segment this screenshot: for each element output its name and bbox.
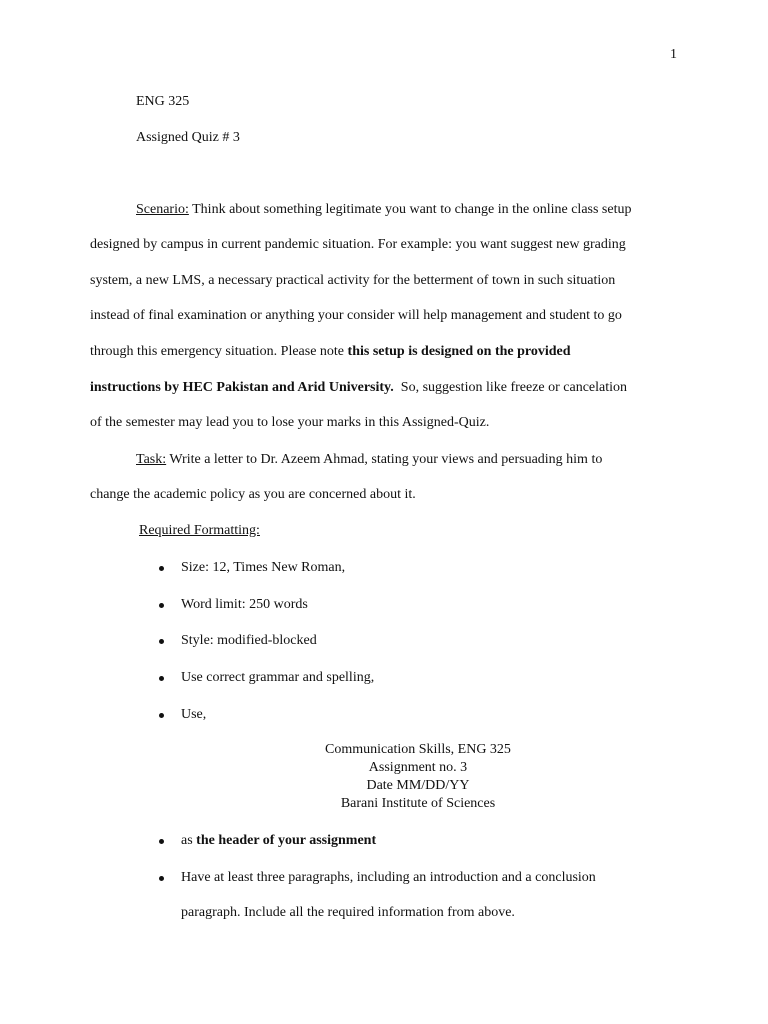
- task-label: Task:: [136, 452, 167, 467]
- formatting-item-size: Size: 12, Times New Roman,: [181, 560, 346, 575]
- bullet-icon: [159, 566, 164, 571]
- formatting-item-use: Use,: [181, 707, 207, 722]
- scenario-line-3: system, a new LMS, a necessary practical activity for the betterment of town in such situation: [90, 273, 616, 288]
- bullet-icon: [159, 639, 164, 644]
- bullet-icon: [159, 713, 164, 718]
- header-block-line-4: Barani Institute of Sciences: [340, 796, 496, 811]
- required-formatting-heading: Required Formatting:: [139, 523, 260, 538]
- formatting-item-grammar: Use correct grammar and spelling,: [181, 670, 375, 685]
- formatting-item-style: Style: modified-blocked: [181, 633, 317, 648]
- scenario-label: Scenario:: [136, 202, 189, 217]
- quiz-title: Assigned Quiz # 3: [136, 130, 240, 145]
- formatting-item-header: as the header of your assignment: [181, 833, 377, 848]
- task-line-2: change the academic policy as you are concerned about it.: [90, 487, 416, 502]
- formatting-item-paragraphs-line-2: paragraph. Include all the required information from above.: [181, 905, 515, 920]
- scenario-line-1: Scenario: Think about something legitimate you want to change in the online class setup: [136, 202, 632, 217]
- scenario-line-4: instead of final examination or anything your consider will help management and student to go: [90, 308, 622, 323]
- scenario-line-7: of the semester may lead you to lose your marks in this Assigned-Quiz.: [90, 415, 490, 430]
- page-number: 1: [670, 47, 677, 62]
- formatting-item-word-limit: Word limit: 250 words: [181, 597, 308, 612]
- scenario-line-5: through this emergency situation. Please note this setup is designed on the provided: [90, 344, 571, 359]
- task-line-1: Task: Write a letter to Dr. Azeem Ahmad, stating your views and persuading him to: [136, 452, 603, 467]
- bullet-icon: [159, 676, 164, 681]
- scenario-line-6: instructions by HEC Pakistan and Arid University. So, suggestion like freeze or cancelation: [90, 380, 628, 395]
- scenario-line-2: designed by campus in current pandemic situation. For example: you want suggest new grading: [90, 237, 626, 252]
- bullet-icon: [159, 876, 164, 881]
- header-block-line-2: Assignment no. 3: [368, 760, 468, 775]
- header-block-line-3: Date MM/DD/YY: [366, 778, 470, 793]
- course-code: ENG 325: [136, 94, 190, 109]
- bullet-icon: [159, 839, 164, 844]
- formatting-item-paragraphs-line-1: Have at least three paragraphs, including an introduction and a conclusion: [181, 870, 596, 885]
- bullet-icon: [159, 603, 164, 608]
- header-block-line-1: Communication Skills, ENG 325: [325, 742, 511, 757]
